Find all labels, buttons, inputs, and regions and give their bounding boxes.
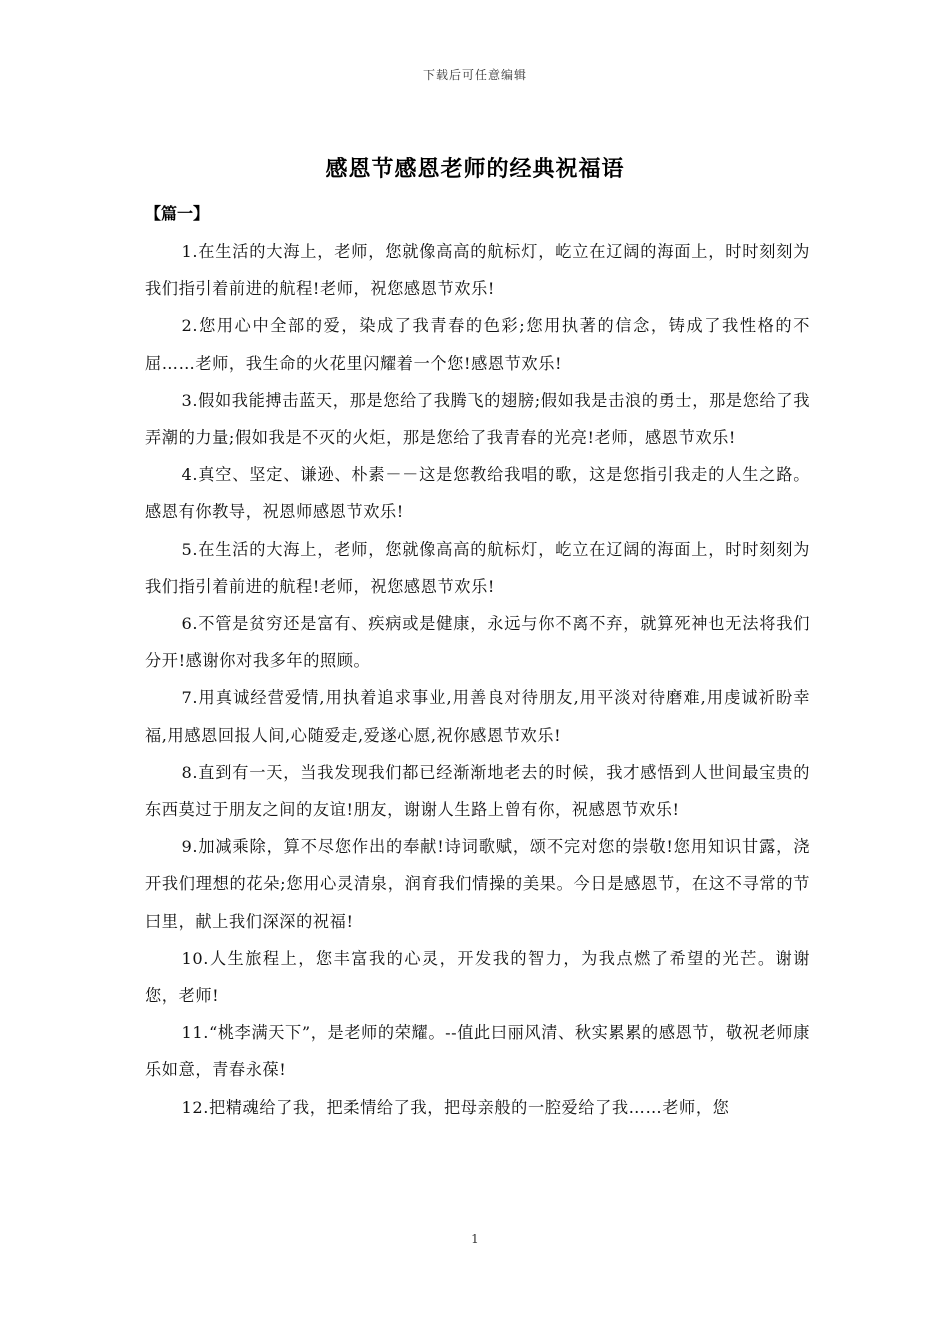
paragraph-4: 4.真空、坚定、谦逊、朴素－－这是您教给我唱的歌，这是您指引我走的人生之路。感恩有你教导，祝恩师感恩节欢乐! xyxy=(145,465,810,522)
paragraph-10: 10.人生旅程上，您丰富我的心灵，开发我的智力，为我点燃了希望的光芒。谢谢您，老师! xyxy=(145,948,810,1006)
paragraph-9: 9.加减乘除，算不尽您作出的奉献!诗词歌赋，颂不完对您的崇敬!您用知识甘露，浇开我们理想的花朵;您用心灵清泉，润育我们情操的美果。今日是感恩节，在这不寻常的节曰里，献上我们深深的祝福! xyxy=(145,837,810,931)
paragraph-7: 7.用真诚经营爱情,用执着追求事业,用善良对待朋友,用平淡对待磨难,用虔诚祈盼幸福,用感恩回报人间,心随爱走,爱遂心愿,祝你感恩节欢乐! xyxy=(145,688,810,745)
paragraph-12: 12.把精魂给了我，把柔情给了我，把母亲般的一腔爱给了我……老师，您 xyxy=(181,1097,730,1117)
paragraph-2: 2.您用心中全部的爱，染成了我青春的色彩;您用执著的信念，铸成了我性格的不屈……老师，我生命的火花里闪耀着一个您!感恩节欢乐! xyxy=(145,316,810,373)
paragraph-8: 8.直到有一天，当我发现我们都已经渐渐地老去的时候，我才感悟到人世间最宝贵的东西莫过于朋友之间的友谊!朋友，谢谢人生路上曾有你，祝感恩节欢乐! xyxy=(145,762,810,820)
paragraph-3: 3.假如我能搏击蓝天，那是您给了我腾飞的翅膀;假如我是击浪的勇士，那是您给了我弄潮的力量;假如我是不灭的火炬，那是您给了我青春的光亮!老师，感恩节欢乐! xyxy=(145,390,810,448)
paragraph-6: 6.不管是贫穷还是富有、疾病或是健康，永远与你不离不弃，就算死神也无法将我们分开!感谢你对我多年的照顾。 xyxy=(145,614,810,671)
page-header-note: 下载后可任意编辑 xyxy=(422,68,527,82)
paragraph-1: 1.在生活的大海上，老师，您就像高高的航标灯，屹立在辽阔的海面上，时时刻刻为我们指引着前进的航程!老师，祝您感恩节欢乐! xyxy=(145,242,810,299)
section-label: 【篇一】 xyxy=(145,204,210,223)
paragraph-5: 5.在生活的大海上，老师，您就像高高的航标灯，屹立在辽阔的海面上，时时刻刻为我们指引着前进的航程!老师，祝您感恩节欢乐! xyxy=(145,539,810,596)
page-number: 1 xyxy=(471,1232,479,1246)
document-title: 感恩节感恩老师的经典祝福语 xyxy=(325,157,625,182)
document-body xyxy=(145,233,810,1126)
paragraph-11: 11.“桃李满天下”，是老师的荣耀。--值此曰丽风清、秋实累累的感恩节，敬祝老师康乐如意，青春永葆! xyxy=(145,1023,810,1080)
